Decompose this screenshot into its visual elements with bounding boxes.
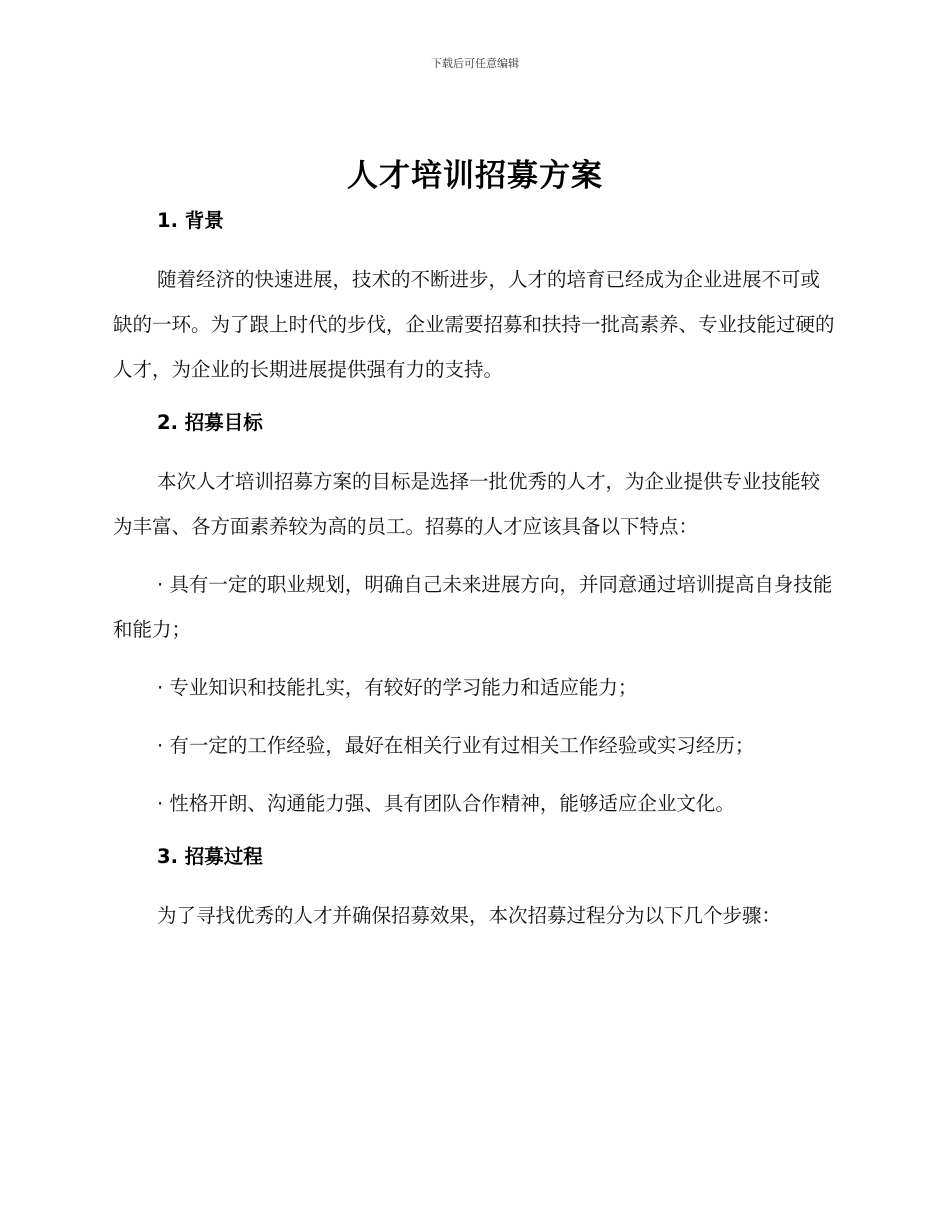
bullet-item: · 有一定的工作经验，最好在相关行业有过相关工作经验或实习经历； — [157, 734, 755, 757]
section-heading-background: 1. 背景 — [157, 209, 224, 232]
bullet-item: · 性格开朗、沟通能力强、具有团队合作精神，能够适应企业文化。 — [157, 792, 735, 815]
document-body — [113, 203, 835, 938]
document-title: 人才培训招募方案 — [347, 158, 603, 194]
section-paragraph-background: 随着经济的快速进展，技术的不断进步，人才的培育已经成为企业进展不可或缺的一环。为了跟上时代的步伐，企业需要招募和扶持一批高素养、专业技能过硬的人才，为企业的长期进展提供强有力的支持。 — [113, 268, 835, 381]
section-paragraph-recruitment-process: 为了寻找优秀的人才并确保招募效果，本次招募过程分为以下几个步骤： — [157, 904, 782, 927]
page-header-note: 下载后可任意编辑 — [431, 57, 519, 70]
bullet-item: · 专业知识和技能扎实，有较好的学习能力和适应能力； — [157, 676, 638, 699]
bullet-item: · 具有一定的职业规划，明确自己未来进展方向，并同意通过培训提高自身技能和能力； — [113, 573, 833, 641]
section-heading-recruitment-goals: 2. 招募目标 — [157, 411, 263, 434]
section-paragraph-recruitment-goals: 本次人才培训招募方案的目标是选择一批优秀的人才，为企业提供专业技能较为丰富、各方面素养较为高的员工。招募的人才应该具备以下特点： — [113, 470, 821, 538]
section-heading-recruitment-process: 3. 招募过程 — [157, 845, 263, 868]
